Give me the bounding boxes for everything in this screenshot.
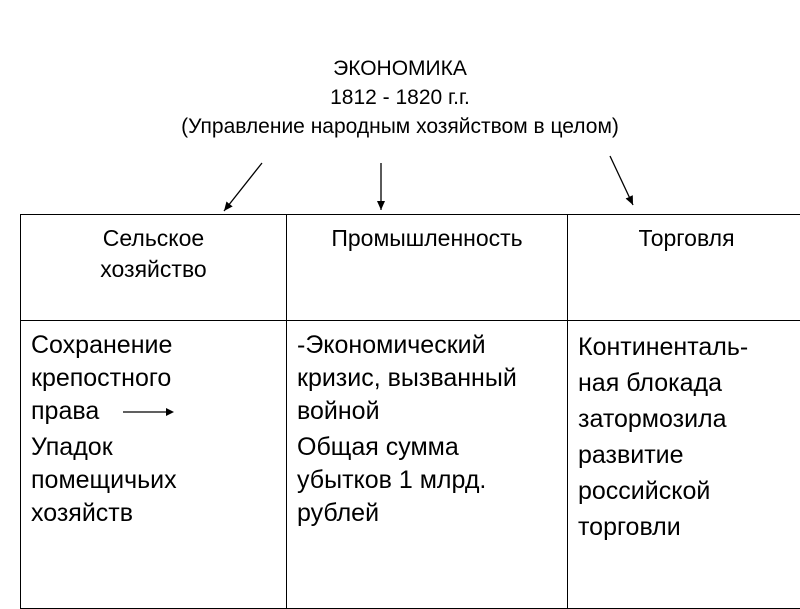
agriculture-decline: Упадок помещичьих хозяйств <box>31 431 278 530</box>
arrow-right <box>610 156 633 205</box>
cell-agriculture <box>21 321 287 609</box>
arrow-right-icon <box>123 406 175 418</box>
trade-blockade: Континенталь- ная блокада затормозила развитие российской торговли <box>578 329 797 545</box>
industry-losses: Общая сумма убытков 1 млрд. рублей <box>297 431 559 530</box>
cell-industry <box>287 321 568 609</box>
table-header-row <box>21 215 800 321</box>
period-label: 1812 - 1820 г.г. <box>0 83 800 112</box>
header-trade: Торговля <box>568 215 800 321</box>
header-agriculture: Сельское хозяйство <box>21 215 287 321</box>
agriculture-serfdom: Сохранение крепостного права <box>31 329 278 428</box>
economy-table <box>20 214 800 609</box>
table-body-row <box>21 321 800 609</box>
industry-crisis: -Экономический кризис, вызванный войной <box>297 329 559 428</box>
cell-trade <box>568 321 800 609</box>
header-industry: Промышленность <box>287 215 568 321</box>
arrow-left <box>224 163 262 211</box>
page-subtitle: (Управление народным хозяйством в целом) <box>0 112 800 141</box>
page-title: ЭКОНОМИКА <box>0 54 800 83</box>
